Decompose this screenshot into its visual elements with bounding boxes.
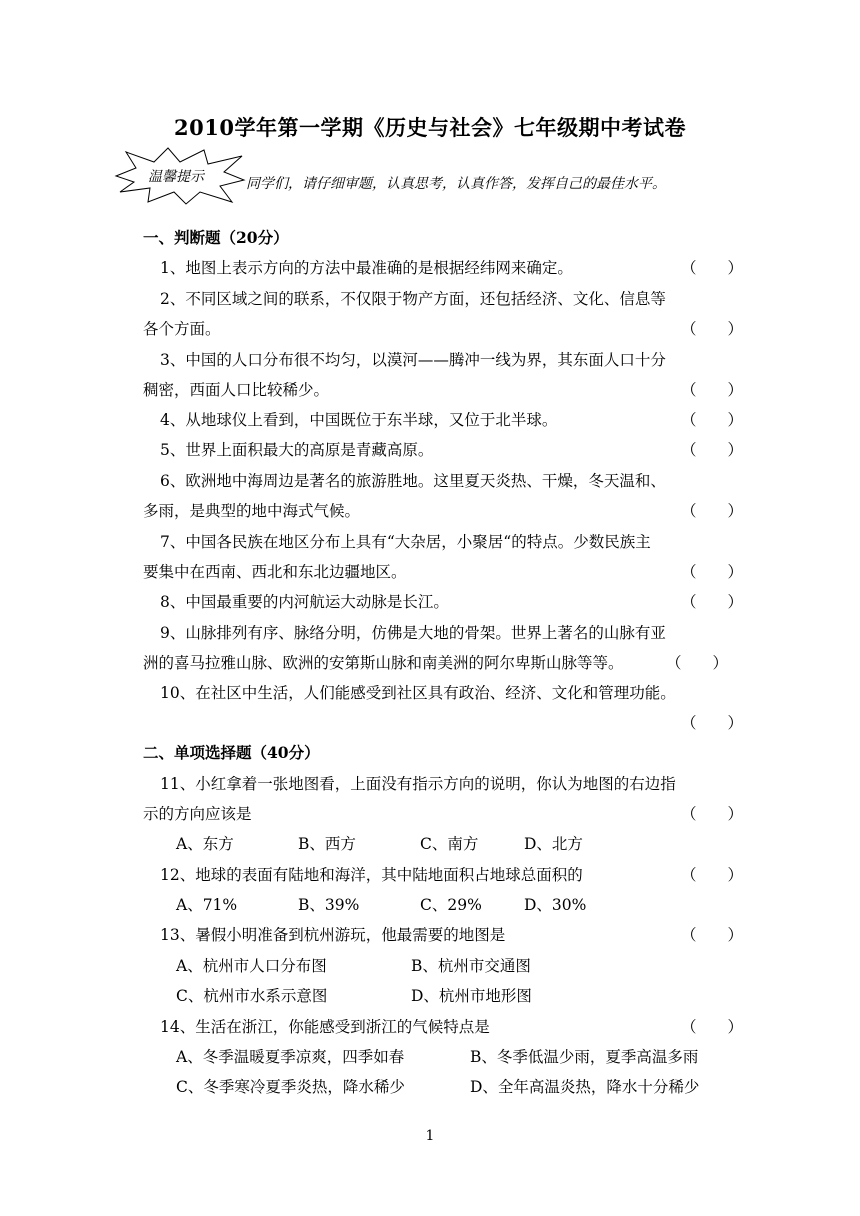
question-line: 10、在社区中生活，人们能感受到社区具有政治、经济、文化和管理功能。	[160, 684, 676, 702]
page-number: 1	[425, 1128, 435, 1144]
section-heading-2: 二、单项选择题（40分）	[143, 743, 320, 762]
question-line: 2、不同区域之间的联系，不仅限于物产方面，还包括经济、文化、信息等	[160, 290, 666, 308]
option: C、冬季寒冷夏季炎热，降水稀少	[176, 1078, 405, 1096]
question-line: 9、山脉排列有序、脉络分明，仿佛是大地的骨架。世界上著名的山脉有亚	[160, 624, 666, 642]
answer-blank: （ ）	[681, 805, 744, 823]
answer-blank: （ ）	[681, 593, 744, 611]
option: A、71%	[176, 896, 238, 914]
option: D、全年高温炎热，降水十分稀少	[470, 1078, 700, 1096]
question-line: 4、从地球仪上看到，中国既位于东半球，又位于北半球。	[160, 411, 558, 429]
answer-blank: （ ）	[681, 259, 744, 277]
answer-blank: （ ）	[681, 926, 744, 944]
page-title: 2010学年第一学期《历史与社会》七年级期中考试卷	[174, 115, 686, 140]
option: A、冬季温暖夏季凉爽，四季如春	[176, 1048, 405, 1066]
question-line: 6、欧洲地中海周边是著名的旅游胜地。这里夏天炎热、干燥，冬天温和、	[160, 472, 666, 490]
option: C、杭州市水系示意图	[176, 987, 328, 1005]
question-line: 3、中国的人口分布很不均匀，以漠河——腾冲一线为界，其东面人口十分	[160, 351, 666, 369]
question-line: 8、中国最重要的内河航运大动脉是长江。	[160, 593, 449, 611]
option: D、北方	[524, 835, 583, 853]
option: D、杭州市地形图	[411, 987, 532, 1005]
question-line: 洲的喜马拉雅山脉、欧洲的安第斯山脉和南美洲的阿尔卑斯山脉等等。	[143, 654, 624, 672]
question-line: 12、地球的表面有陆地和海洋，其中陆地面积占地球总面积的	[160, 866, 583, 884]
question-line: 13、暑假小明准备到杭州游玩，他最需要的地图是	[160, 926, 506, 944]
answer-blank: （ ）	[681, 320, 744, 338]
warm-tip-badge: 温馨提示	[148, 169, 204, 185]
answer-blank: （ ）	[666, 654, 729, 672]
option: C、南方	[420, 835, 479, 853]
option: B、39%	[298, 896, 360, 914]
question-line: 14、生活在浙江，你能感受到浙江的气候特点是	[160, 1018, 490, 1036]
option: D、30%	[524, 896, 587, 914]
option: B、冬季低温少雨，夏季高温多雨	[470, 1048, 699, 1066]
answer-blank: （ ）	[681, 381, 744, 399]
option: A、杭州市人口分布图	[176, 957, 327, 975]
answer-blank: （ ）	[681, 1018, 744, 1036]
answer-blank: （ ）	[681, 411, 744, 429]
question-line: 稠密，西面人口比较稀少。	[143, 381, 330, 399]
question-line: 各个方面。	[143, 320, 221, 338]
warm-tip-message: 同学们，请仔细审题，认真思考，认真作答，发挥自己的最佳水平。	[246, 176, 666, 192]
answer-blank: （ ）	[681, 563, 744, 581]
option: B、杭州市交通图	[411, 957, 531, 975]
question-line: 1、地图上表示方向的方法中最准确的是根据经纬网来确定。	[160, 259, 573, 277]
question-line: 多雨，是典型的地中海式气候。	[143, 502, 361, 520]
answer-blank: （ ）	[681, 502, 744, 520]
answer-blank: （ ）	[681, 866, 744, 884]
question-line: 11、小红拿着一张地图看，上面没有指示方向的说明，你认为地图的右边指	[160, 775, 676, 793]
option: C、29%	[420, 896, 482, 914]
question-line: 要集中在西南、西北和东北边疆地区。	[143, 563, 407, 581]
answer-blank: （ ）	[681, 441, 744, 459]
warm-tip-starburst-icon	[112, 146, 246, 206]
section-heading-1: 一、判断题（20分）	[143, 228, 289, 247]
question-line: 示的方向应该是	[143, 805, 252, 823]
question-line: 7、中国各民族在地区分布上具有“大杂居，小聚居“的特点。少数民族主	[160, 533, 651, 551]
option: B、西方	[298, 835, 356, 853]
question-line: 5、世界上面积最大的高原是青藏高原。	[160, 441, 434, 459]
option: A、东方	[176, 835, 234, 853]
answer-blank: （ ）	[681, 714, 744, 732]
